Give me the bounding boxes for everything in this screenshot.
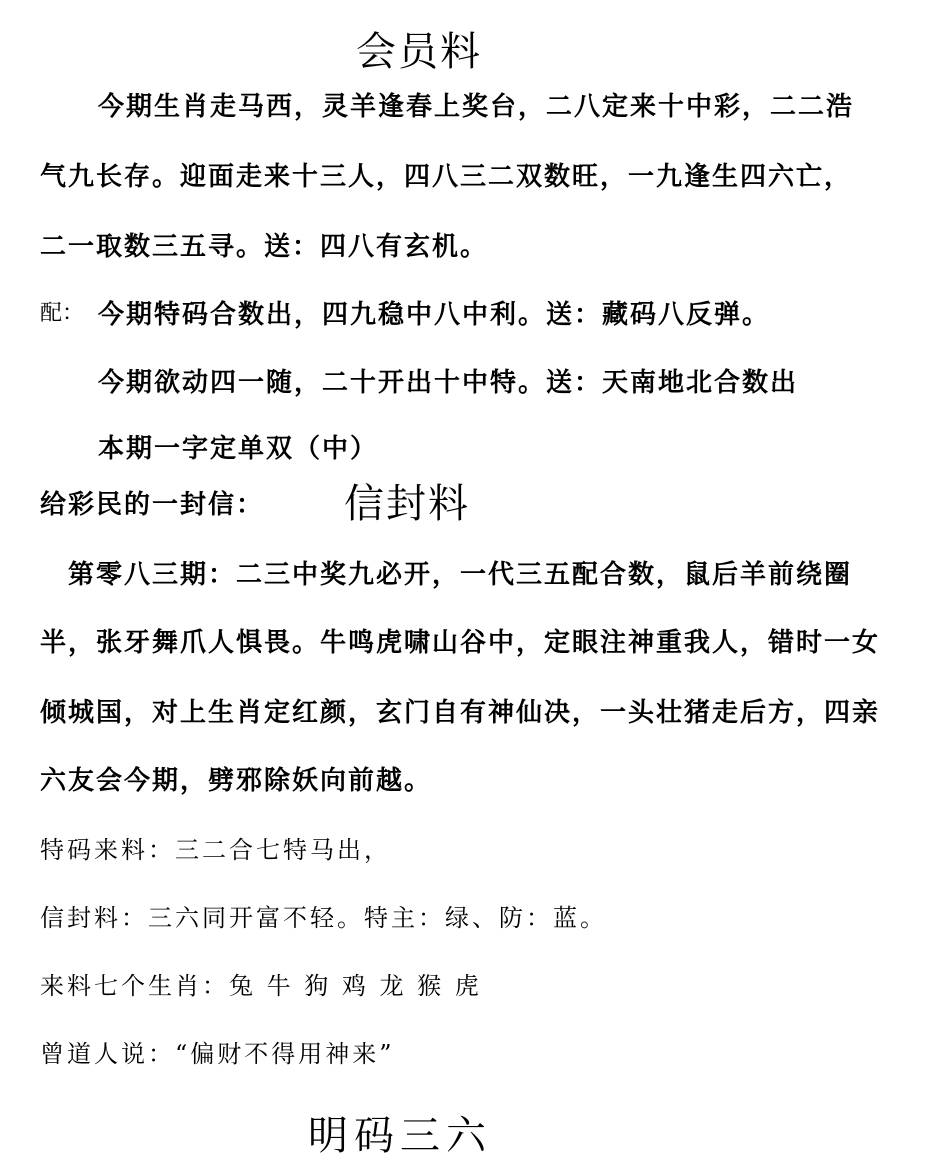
letter-line-4: 六友会今期，劈邪除妖向前越。 <box>40 766 433 796</box>
member-line-3: 二一取数三五寻。送：四八有玄机。 <box>40 232 489 262</box>
seven-zodiac-line: 来料七个生肖：兔 牛 狗 鸡 龙 猴 虎 <box>40 972 482 1000</box>
footer-title: 明码三六 <box>308 1113 492 1159</box>
section-title-letter: 信封料 <box>344 481 470 527</box>
member-line-4: 今期特码合数出，四九稳中八中利。送：藏码八反弹。 <box>98 300 771 330</box>
member-line-6: 本期一字定单双（中） <box>98 434 379 464</box>
letter-line-1: 第零八三期：二三中奖九必开，一代三五配合数，鼠后羊前绕圈 <box>68 560 853 590</box>
te-ma-line: 特码来料：三二合七特马出， <box>40 836 391 864</box>
member-line-5: 今期欲动四一随，二十开出十中特。送：天南地北合数出 <box>98 368 799 398</box>
section-title-member: 会员料 <box>356 29 482 75</box>
letter-label: 给彩民的一封信： <box>40 490 265 520</box>
letter-line-2: 半，张牙舞爪人惧畏。牛鸣虎啸山谷中，定眼注神重我人，错时一女 <box>40 628 881 658</box>
quote-line: 曾道人说：“偏财不得用神来” <box>40 1040 395 1068</box>
xin-feng-line: 信封料：三六同开富不轻。特主：绿、防：蓝。 <box>40 904 607 932</box>
member-line-2: 气九长存。迎面走来十三人，四八三二双数旺，一九逢生四六亡， <box>40 162 853 192</box>
member-line-1: 今期生肖走马西，灵羊逢春上奖台，二八定来十中彩，二二浩 <box>98 92 855 122</box>
letter-line-3: 倾城国，对上生肖定红颜，玄门自有神仙决，一头壮猪走后方，四亲 <box>40 698 881 728</box>
pei-label: 配： <box>40 301 85 326</box>
